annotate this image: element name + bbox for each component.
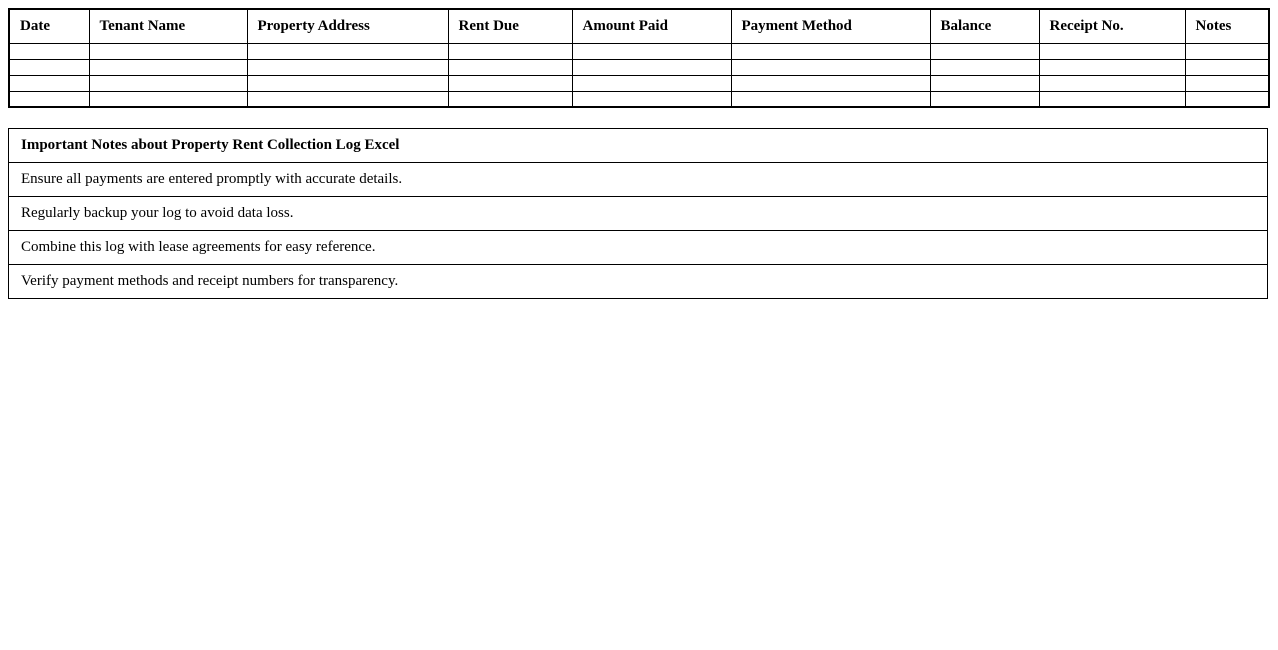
rent-log-cell <box>9 75 89 91</box>
note-row <box>9 265 1268 299</box>
column-header-tenant-name: Tenant Name <box>89 9 247 43</box>
important-notes-table <box>8 128 1268 299</box>
rent-log-cell <box>448 91 572 107</box>
note-row <box>9 163 1268 197</box>
rent-log-cell <box>448 59 572 75</box>
column-header-date: Date <box>9 9 89 43</box>
rent-log-row <box>9 59 1269 75</box>
rent-log-cell <box>448 75 572 91</box>
rent-log-row <box>9 91 1269 107</box>
rent-log-cell <box>930 75 1039 91</box>
rent-collection-log-table <box>8 8 1270 108</box>
rent-log-cell <box>930 91 1039 107</box>
rent-log-row <box>9 75 1269 91</box>
column-header-receipt-no: Receipt No. <box>1039 9 1185 43</box>
rent-log-cell <box>1039 91 1185 107</box>
rent-log-cell <box>572 91 731 107</box>
rent-log-cell <box>572 43 731 59</box>
column-header-payment-method: Payment Method <box>731 9 930 43</box>
note-text: Ensure all payments are entered promptly with accurate details. <box>9 163 1268 197</box>
rent-log-cell <box>572 59 731 75</box>
rent-log-cell <box>1039 43 1185 59</box>
rent-log-cell <box>731 91 930 107</box>
rent-log-cell <box>1185 43 1269 59</box>
rent-log-cell <box>89 43 247 59</box>
rent-log-cell <box>1185 75 1269 91</box>
column-header-amount-paid: Amount Paid <box>572 9 731 43</box>
note-text: Regularly backup your log to avoid data loss. <box>9 197 1268 231</box>
note-row <box>9 197 1268 231</box>
rent-log-cell <box>247 43 448 59</box>
rent-log-cell <box>731 59 930 75</box>
rent-log-cell <box>89 75 247 91</box>
rent-log-cell <box>89 59 247 75</box>
rent-log-cell <box>572 75 731 91</box>
rent-log-cell <box>247 59 448 75</box>
note-row <box>9 231 1268 265</box>
rent-log-cell <box>1185 59 1269 75</box>
rent-log-cell <box>9 91 89 107</box>
rent-log-cell <box>448 43 572 59</box>
note-text: Combine this log with lease agreements for easy reference. <box>9 231 1268 265</box>
rent-log-cell <box>930 43 1039 59</box>
rent-log-cell <box>9 59 89 75</box>
rent-log-row <box>9 43 1269 59</box>
note-text: Verify payment methods and receipt numbers for transparency. <box>9 265 1268 299</box>
rent-log-cell <box>1039 75 1185 91</box>
column-header-property-address: Property Address <box>247 9 448 43</box>
rent-log-cell <box>731 43 930 59</box>
page <box>0 0 1278 307</box>
rent-log-cell <box>9 43 89 59</box>
notes-title: Important Notes about Property Rent Collection Log Excel <box>9 129 1268 163</box>
notes-title-row <box>9 129 1268 163</box>
rent-log-cell <box>247 91 448 107</box>
rent-log-cell <box>930 59 1039 75</box>
rent-log-cell <box>1039 59 1185 75</box>
rent-log-cell <box>731 75 930 91</box>
rent-log-cell <box>1185 91 1269 107</box>
rent-log-header-row <box>9 9 1269 43</box>
rent-log-cell <box>89 91 247 107</box>
column-header-notes: Notes <box>1185 9 1269 43</box>
rent-log-cell <box>247 75 448 91</box>
rent-log-body <box>9 43 1269 107</box>
column-header-balance: Balance <box>930 9 1039 43</box>
column-header-rent-due: Rent Due <box>448 9 572 43</box>
